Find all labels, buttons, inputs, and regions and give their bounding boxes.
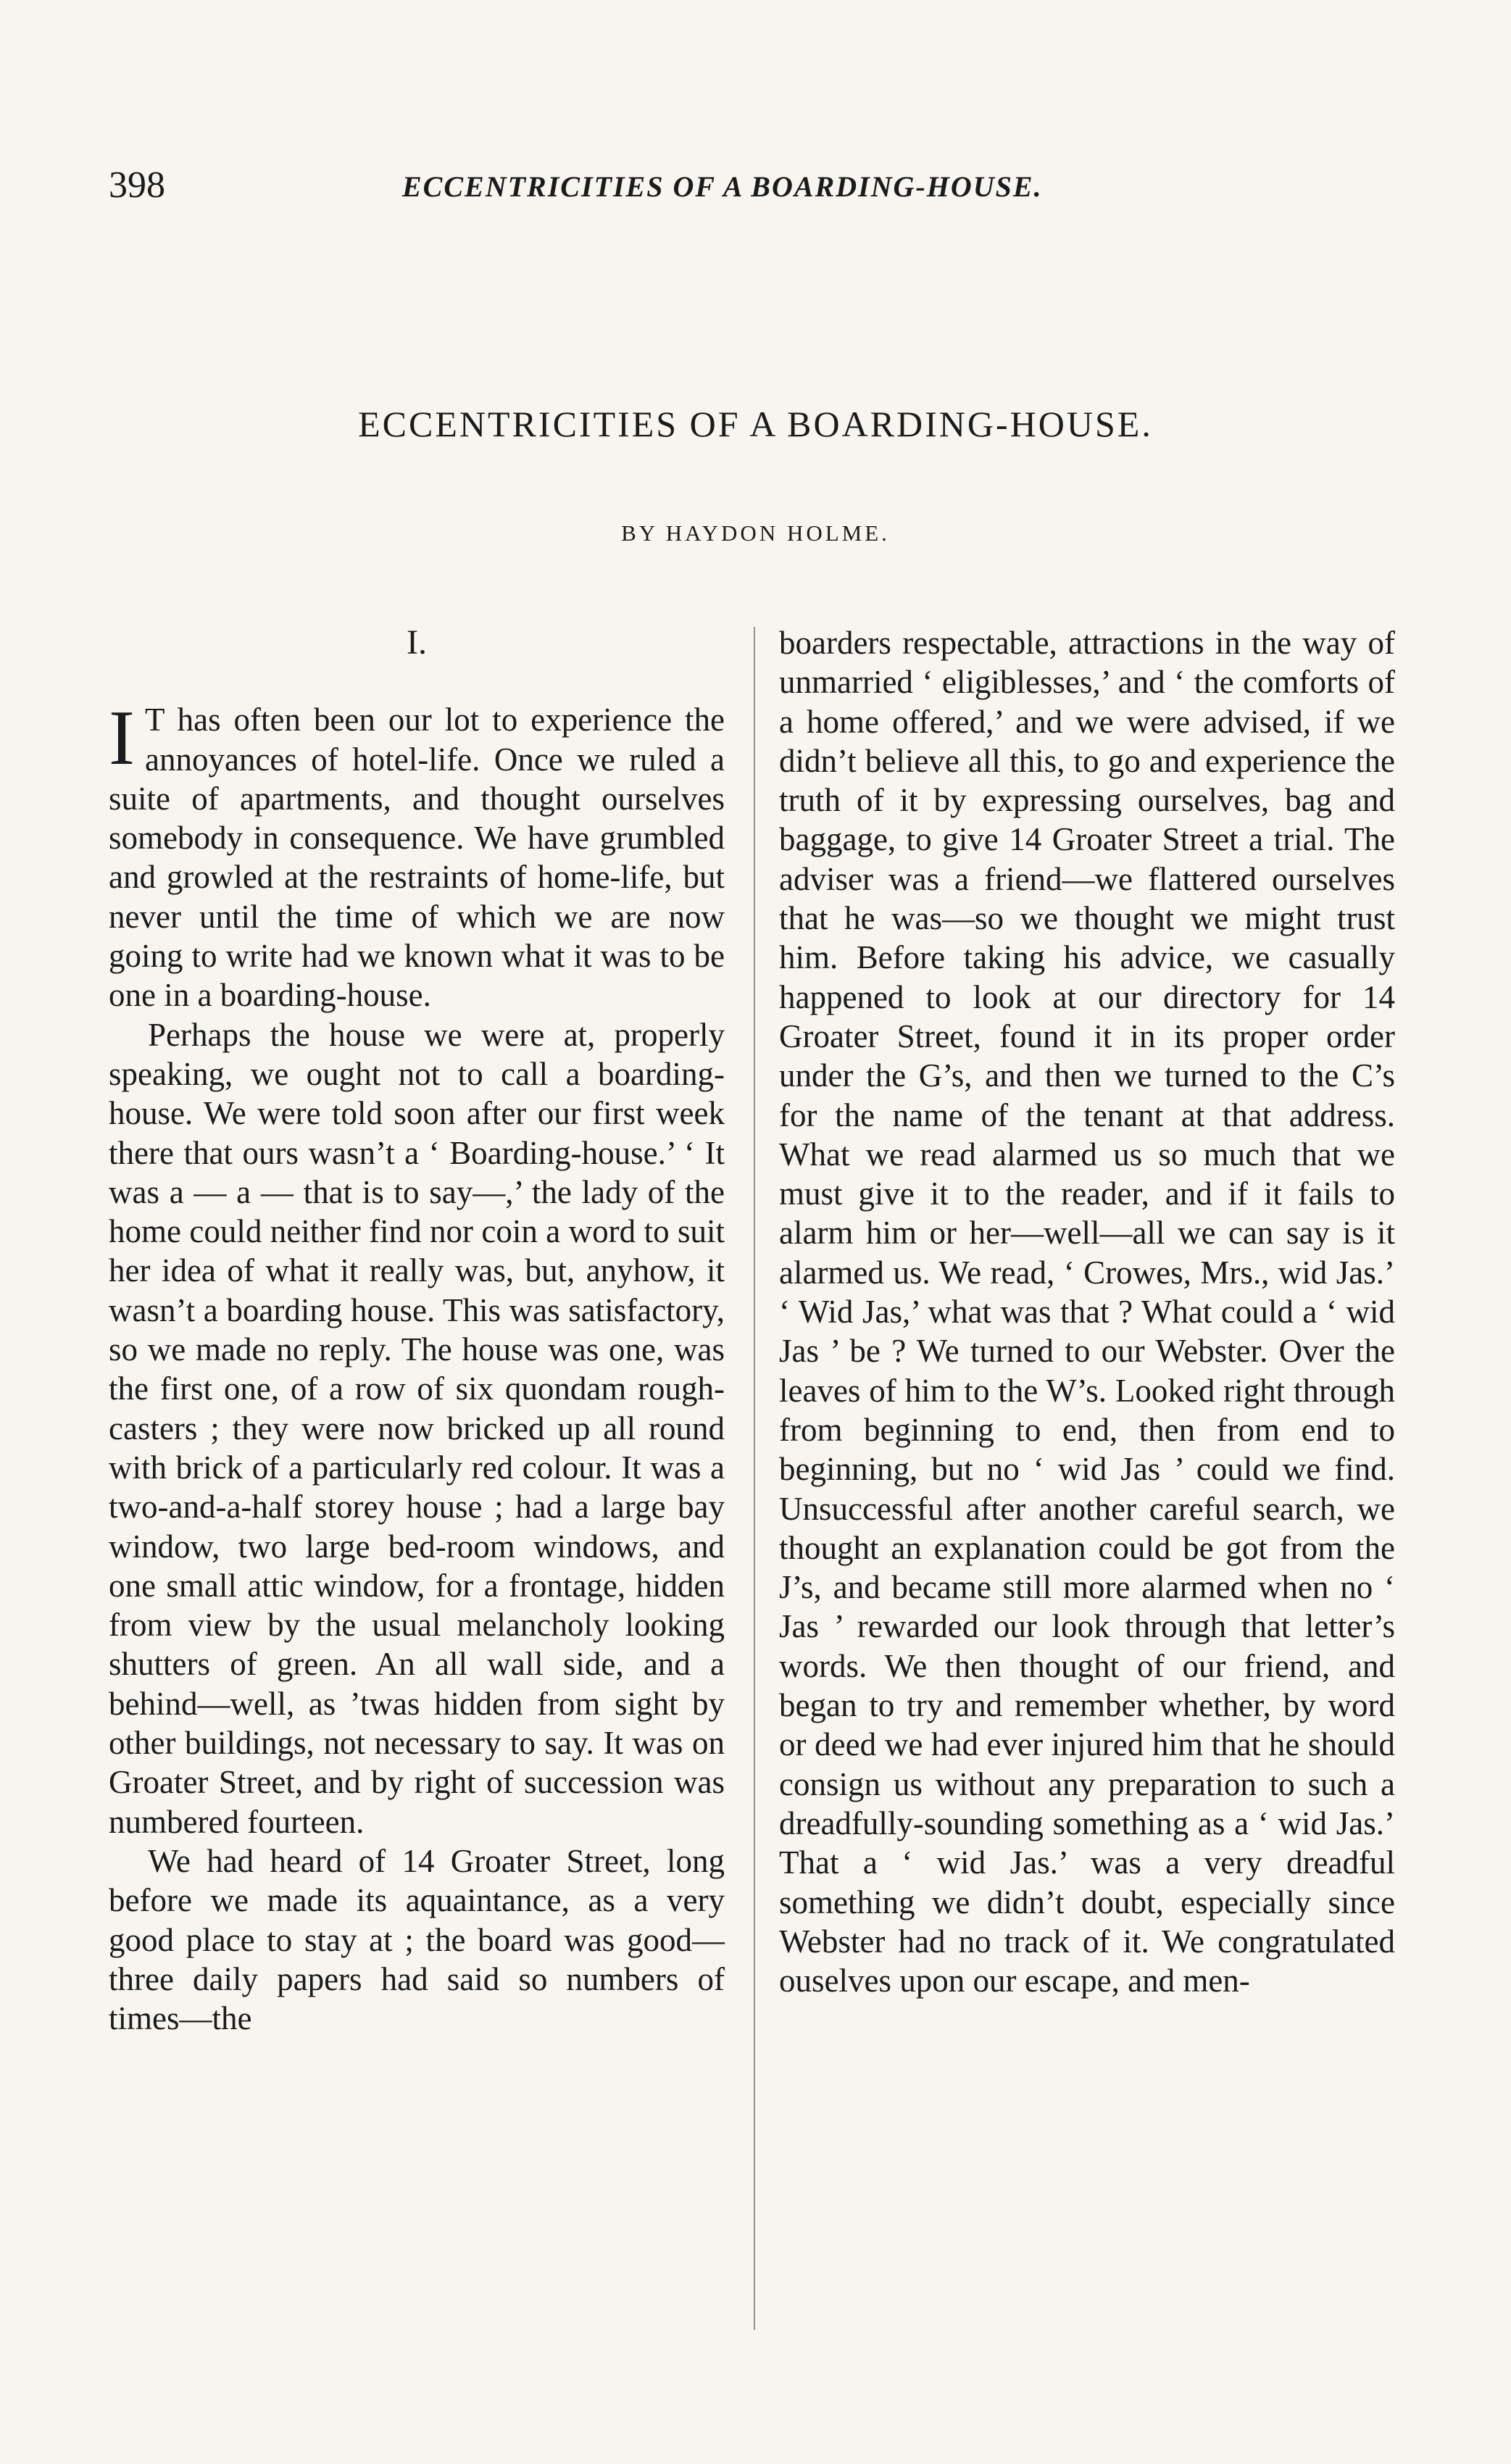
running-title: ECCENTRICITIES OF A BOARDING-HOUSE. — [402, 170, 1043, 203]
paragraph-continued: boarders respectable, attractions in the way of unmarried ‘ eligiblesses,’ and ‘ the comforts of a home offered,’ and we were advised, if we didn’t believe all this, to go and experience the truth of it by expressing ourselves, bag and baggage, to give 14 Groater Street a trial. The adviser was a friend—we flattered ourselves that he was—so we thought we might trust him. Before taking his advice, we casually happened to look at our directory for 14 Groater Street, found it in its proper order under the G’s, and then we turned to the C’s for the name of the tenant at that address. What we read alarmed us so much that we must give it to the reader, and if it fails to alarm him or her—well—all we can say is it alarmed us. We read, ‘ Crowes, Mrs., wid Jas.’ ‘ Wid Jas,’ what was that ? What could a ‘ wid Jas ’ be ? We turned to our Webster. Over the leaves of him to the W’s. Looked right through from beginning to end, then from end to beginning, but no ‘ wid Jas ’ could we find. Unsuccessful after another careful search, we thought an explanation could be got from the J’s, and became still more alarmed when no ‘ Jas ’ rewarded our look through that letter’s words. We then thought of our friend, and began to try and remember whether, by word or deed we had ever injured him that he should consign us without any preparation to such a dreadfully-sounding something as a ‘ wid Jas.’ That a ‘ wid Jas.’ was a very dreadful something we didn’t doubt, especially since Webster had no track of it. We congratulated ouselves upon our escape, and men- — [779, 625, 1395, 1999]
paragraph-1 — [109, 695, 725, 1015]
column-divider — [754, 627, 755, 2330]
right-column — [779, 623, 1395, 2000]
drop-cap: I — [109, 695, 135, 782]
running-head — [109, 164, 1428, 207]
paragraph-1-text: T has often been our lot to experience the annoyances of hotel-life. Once we ruled a suite of apartments, and thought ourselves somebody in consequence. We have grumbled and growled at the restraints of home-life, but never until the time of which we are now going to write had we known what it was to be one in a boarding-house. — [109, 702, 725, 1014]
section-number: I. — [407, 623, 427, 662]
paragraph-3: We had heard of 14 Groater Street, long before we made its aquaintance, as a very good place to stay at ; the board was good—three daily papers had said so numbers of times—the — [109, 1842, 725, 2037]
left-column — [109, 623, 725, 2038]
page-number: 398 — [109, 165, 165, 206]
paragraph-2: Perhaps the house we were at, properly speaking, we ought not to call a boarding-house. We were told soon after our first week there that ours wasn’t a ‘ Boarding-house.’ ‘ It was a — a — that is to say—,’ the lady of the home could neither find nor coin a word to suit her idea of what it really was, but, anyhow, it wasn’t a boarding house. This was satisfactory, so we made no reply. The house was one, was the first one, of a row of six quondam rough-casters ; they were now bricked up all round with brick of a particularly red colour. It was a two-and-a-half storey house ; had a large bay window, two large bed-room windows, and one small attic window, for a frontage, hidden from view by the usual melancholy looking shutters of green. An all wall side, and a behind—well, as ’twas hidden from sight by other buildings, not necessary to say. It was on Groater Street, and by right of succession was numbered fourteen. — [109, 1016, 725, 1840]
byline: BY HAYDON HOLME. — [621, 520, 890, 546]
article-title: ECCENTRICITIES OF A BOARDING-HOUSE. — [358, 404, 1153, 444]
